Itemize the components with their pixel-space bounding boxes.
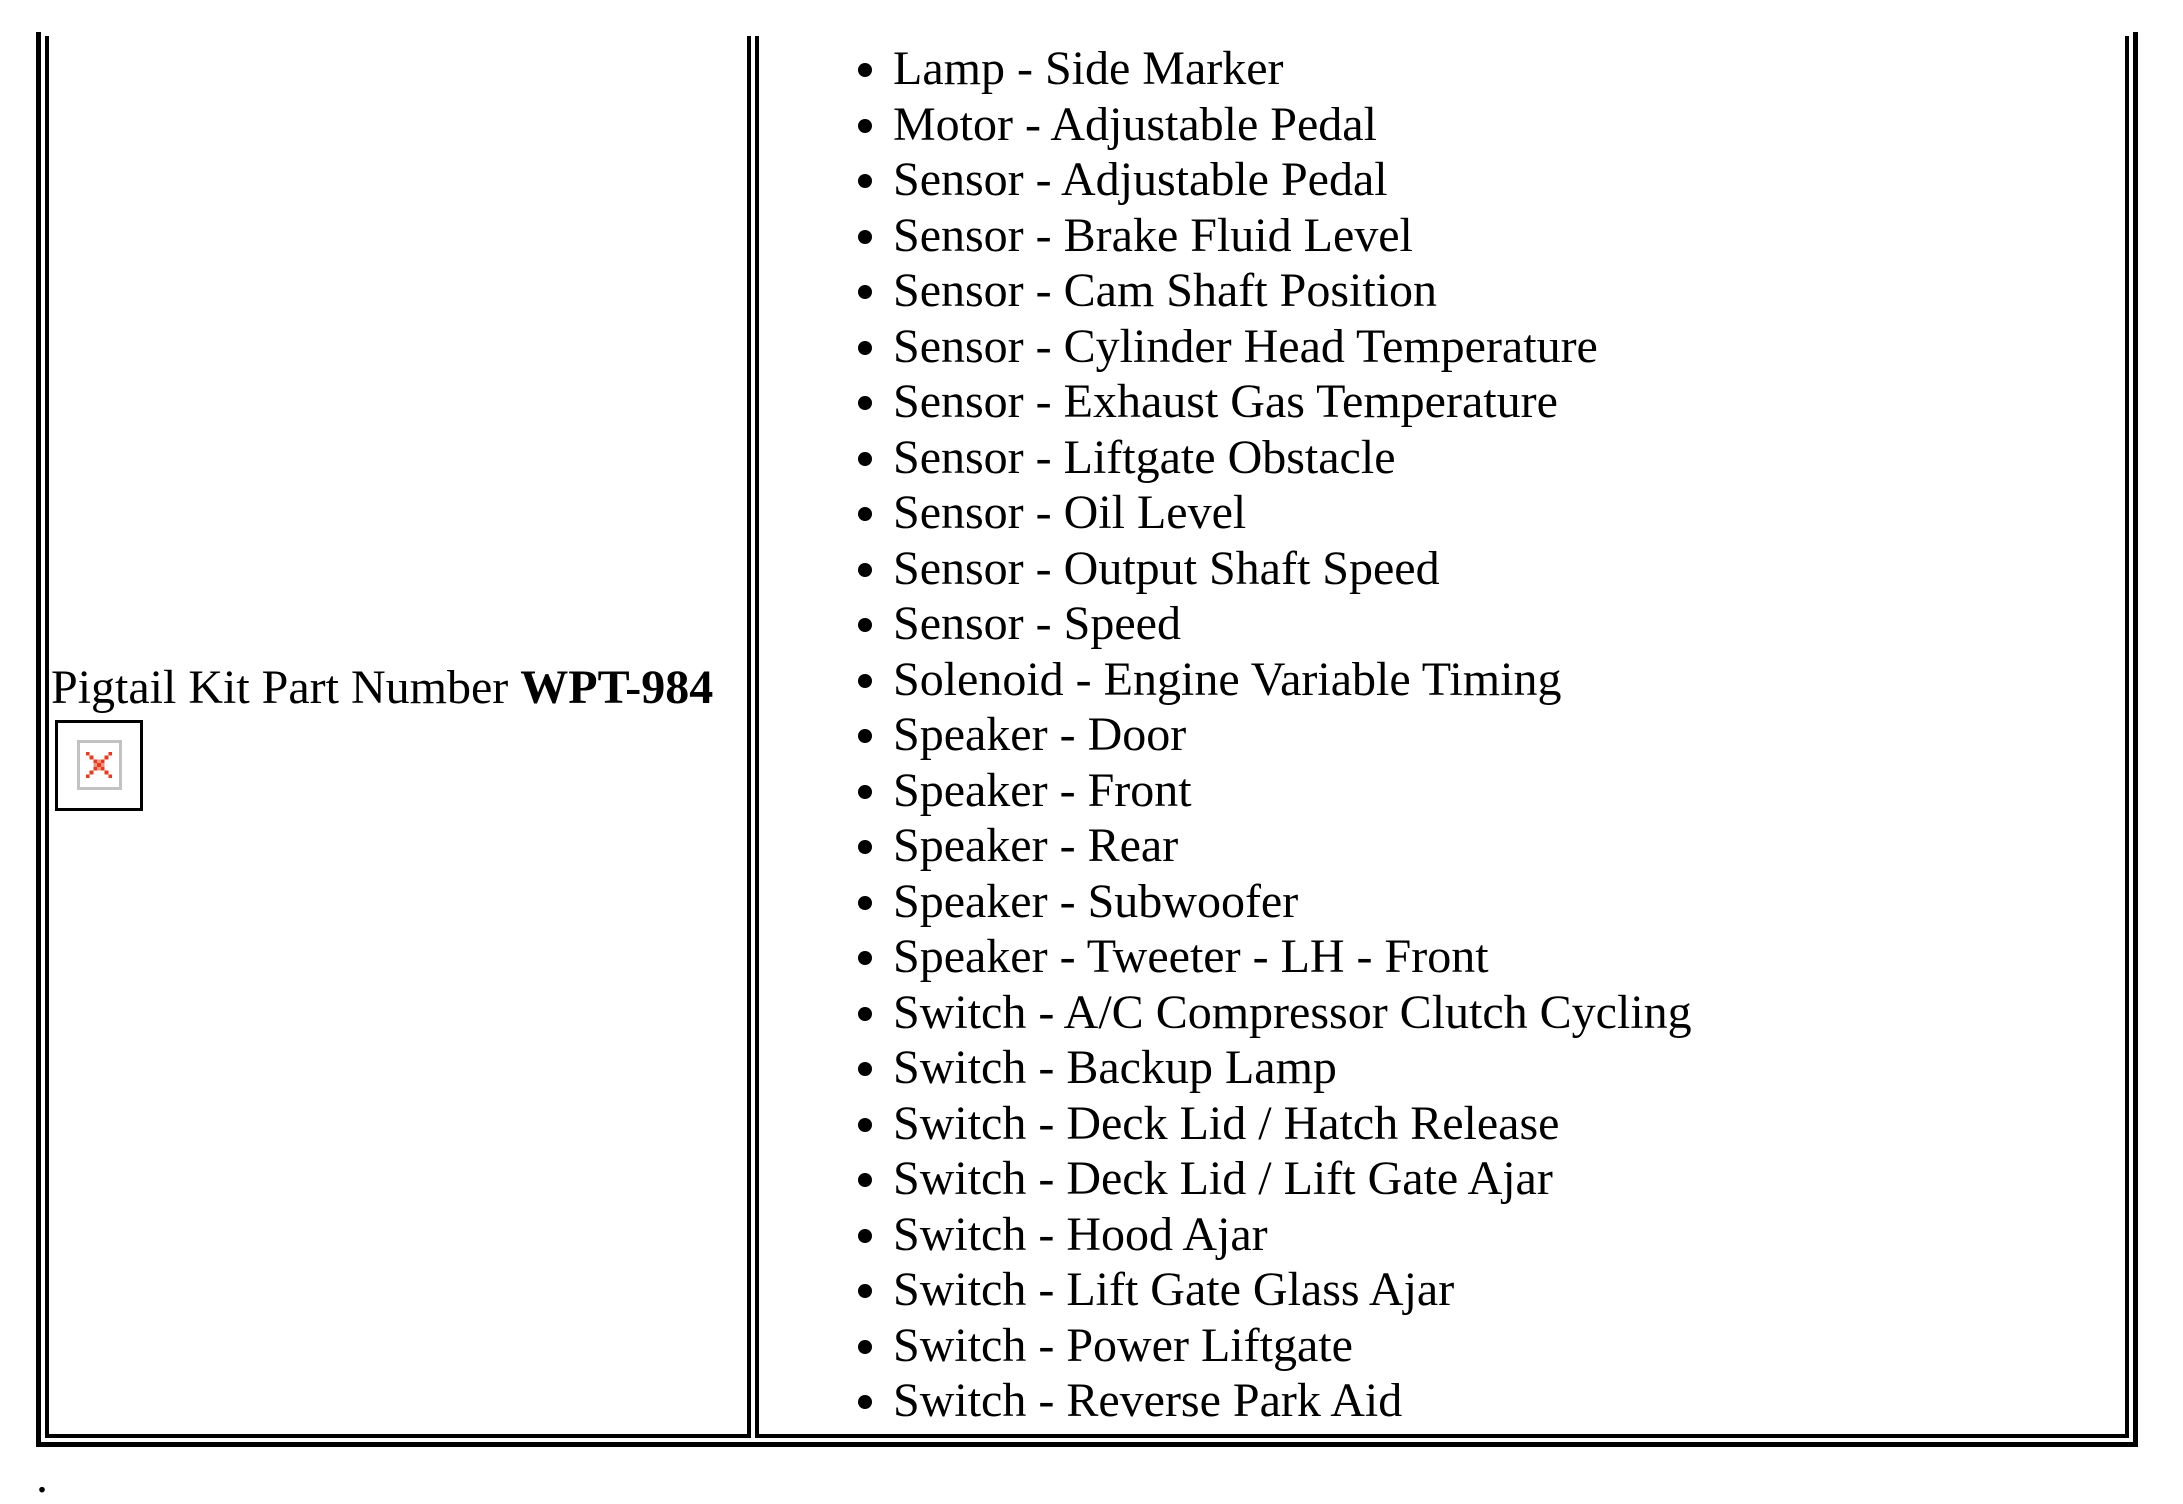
parts-list-item: • Switch - Deck Lid / Hatch Release	[893, 1096, 2123, 1152]
kit-info-cell	[45, 36, 751, 1438]
parts-list-item: • Sensor - Adjustable Pedal	[893, 152, 2123, 208]
parts-list-item: • Speaker - Rear	[893, 818, 2123, 874]
part-image-placeholder	[55, 720, 143, 811]
kit-part-label: Pigtail Kit Part Number	[51, 660, 509, 714]
parts-list-item: • Switch - Reverse Park Aid	[893, 1373, 2123, 1429]
parts-list-item: • Motor - Adjustable Pedal	[893, 97, 2123, 153]
parts-list-item: • Switch - Power Liftgate	[893, 1318, 2123, 1374]
parts-list-item: • Speaker - Door	[893, 707, 2123, 763]
parts-list-item: • Sensor - Cylinder Head Temperature	[893, 319, 2123, 375]
kit-part-number: WPT-984	[520, 660, 714, 714]
parts-list-item: • Switch - Deck Lid / Lift Gate Ajar	[893, 1151, 2123, 1207]
parts-list-item: • Switch - Lift Gate Glass Ajar	[893, 1262, 2123, 1318]
parts-list-cell	[755, 36, 2129, 1438]
parts-list-item: • Lamp - Side Marker	[893, 41, 2123, 97]
parts-list-item: • Sensor - Oil Level	[893, 485, 2123, 541]
parts-list-item: • Speaker - Subwoofer	[893, 874, 2123, 930]
kit-part-line	[51, 660, 745, 715]
parts-list-item: • Sensor - Output Shaft Speed	[893, 541, 2123, 597]
parts-list-item: • Switch - A/C Compressor Clutch Cycling	[893, 985, 2123, 1041]
parts-list-item: • Solenoid - Engine Variable Timing	[893, 652, 2123, 708]
trailing-period: .	[36, 1450, 48, 1503]
parts-list-item: • Sensor - Speed	[893, 596, 2123, 652]
parts-list-item: • Sensor - Brake Fluid Level	[893, 208, 2123, 264]
parts-list-item: • Sensor - Exhaust Gas Temperature	[893, 374, 2123, 430]
parts-list-item: • Switch - Backup Lamp	[893, 1040, 2123, 1096]
parts-list-item: • Sensor - Cam Shaft Position	[893, 263, 2123, 319]
broken-image-icon	[77, 740, 122, 790]
parts-list-item: • Sensor - Liftgate Obstacle	[893, 430, 2123, 486]
pigtail-kit-table	[36, 32, 2138, 1447]
kit-table-row	[45, 36, 2129, 1438]
parts-list-item: • Speaker - Tweeter - LH - Front	[893, 929, 2123, 985]
pigtail-parts-list	[761, 41, 2123, 1429]
parts-list-item: • Switch - Hood Ajar	[893, 1207, 2123, 1263]
parts-list-item: • Speaker - Front	[893, 763, 2123, 819]
